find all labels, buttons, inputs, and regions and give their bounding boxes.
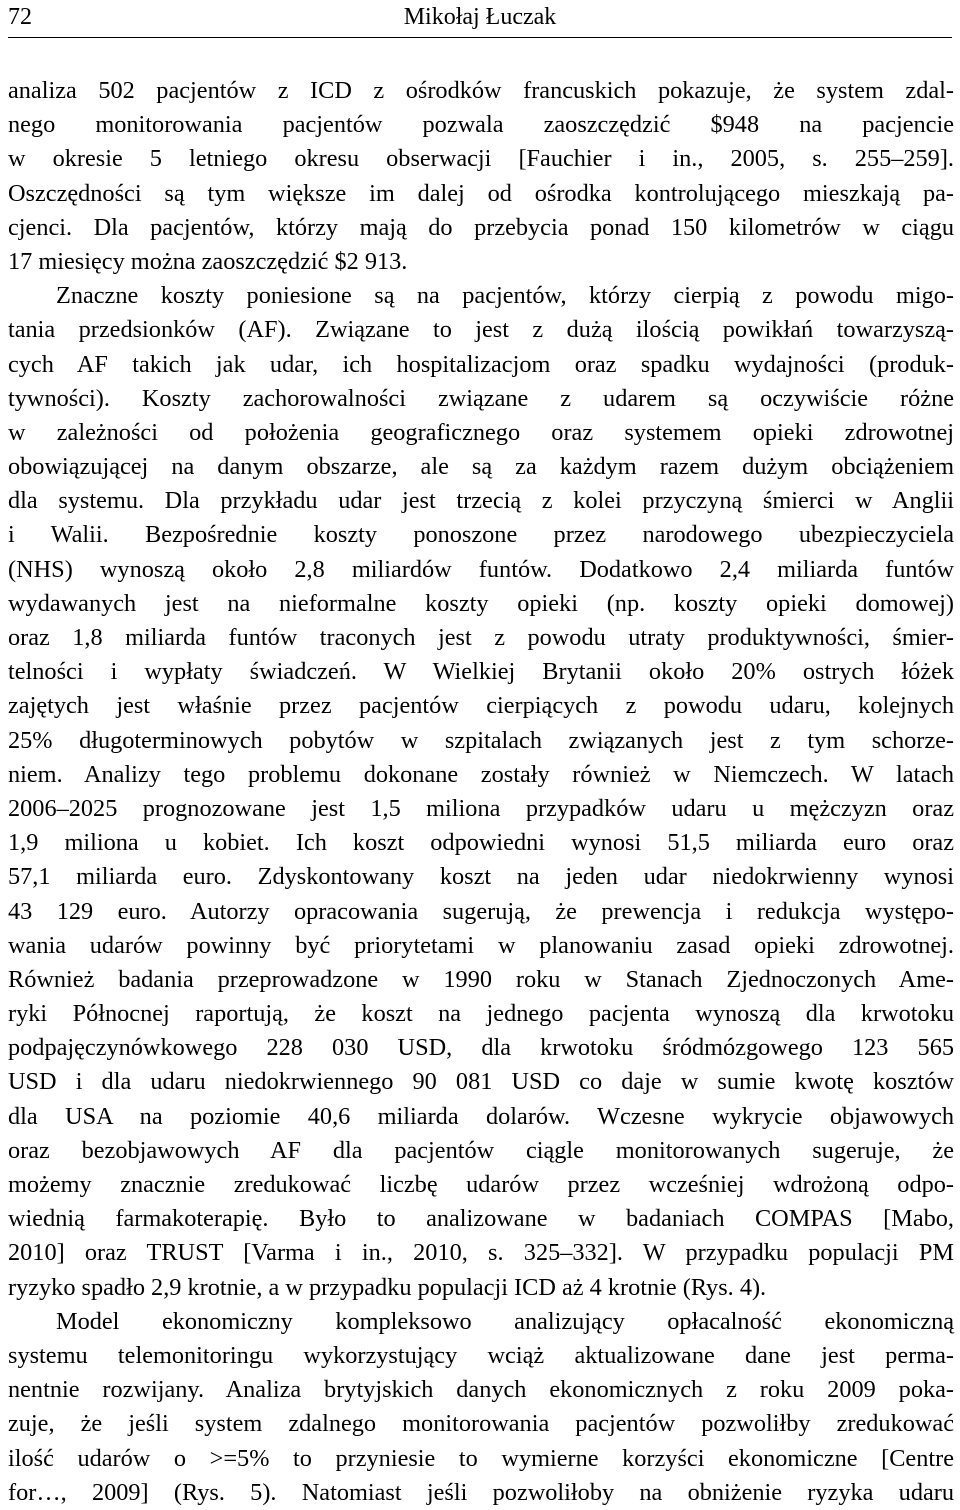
text-line: Oszczędności są tym większe im dalej od ośrodka kontrolującego mieszkają pa- [8,179,954,207]
text-line: oraz 1,8 miliarda funtów traconych jest z powodu utraty produktywności, śmier- [8,624,954,651]
text-line: systemu telemonitoringu wykorzystujący wciąż aktualizowane dane jest perma- [8,1341,954,1369]
text-line: zajętych jest właśnie przez pacjentów cierpiących z powodu udaru, kolejnych [8,692,954,720]
running-header [8,2,952,32]
paragraph [8,279,954,1305]
header-rule [8,37,952,38]
text-line: tania przedsionków (AF). Związane to jest z dużą ilością powikłań towarzyszą- [8,316,954,344]
text-line: możemy znacznie zredukować liczbę udarów przez wcześniej wdrożoną odpo- [8,1171,954,1198]
text-line: niem. Analizy tego problemu dokonane zostały również w Niemczech. W latach [8,760,954,788]
text-line: ilość udarów o >=5% to przyniesie to wymierne korzyści ekonomiczne [Centre [8,1444,954,1472]
text-line: wiednią farmakoterapię. Było to analizowane w badaniach COMPAS [Mabo, [8,1205,954,1233]
text-line: 2006–2025 prognozowane jest 1,5 miliona przypadków udaru u mężczyzn oraz [8,794,954,822]
text-line: ryzyko spadło 2,9 krotnie, a w przypadku populacji ICD aż 4 krotnie (Rys. 4). [8,1273,767,1301]
text-line: USD i dla udaru niedokrwiennego 90 081 USD co daje w sumie kwotę kosztów [8,1068,954,1096]
text-line: telności i wypłaty świadczeń. W Wielkiej Brytanii około 20% ostrych łóżek [8,658,954,686]
text-line: oraz bezobjawowych AF dla pacjentów ciągle monitorowanych sugeruje, że [8,1136,954,1164]
text-line: ryki Północnej raportują, że koszt na jednego pacjenta wynoszą dla krwotoku [8,1000,954,1028]
text-line: podpajęczynówkowego 228 030 USD, dla krwotoku śródmózgowego 123 565 [8,1034,954,1062]
text-line: analiza 502 pacjentów z ICD z ośrodków francuskich pokazuje, że system zdal- [8,77,954,104]
text-line: 1,9 miliona u kobiet. Ich koszt odpowiedni wynosi 51,5 miliarda euro oraz [8,829,954,857]
body-text [8,74,954,1510]
text-line: 43 129 euro. Autorzy opracowania sugerują, że prewencja i redukcja występo- [8,897,954,925]
text-line: obowiązującej na danym obszarze, ale są za każdym razem dużym obciążeniem [8,453,954,481]
text-line: dla USA na poziomie 40,6 miliarda dolarów. Wczesne wykrycie objawowych [8,1102,954,1130]
text-line: 25% długoterminowych pobytów w szpitalach związanych jest z tym schorze- [8,726,954,754]
text-line: dla systemu. Dla przykładu udar jest trzecią z kolei przyczyną śmierci w Anglii [8,487,954,515]
text-line: Znaczne koszty poniesione są na pacjentów, którzy cierpią z powodu migo- [56,282,954,310]
text-line: Model ekonomiczny kompleksowo analizujący opłacalność ekonomiczną [56,1307,954,1335]
text-line: wania udarów powinny być priorytetami w planowaniu zasad opieki zdrowotnej. [8,931,954,959]
text-line: Również badania przeprowadzone w 1990 roku w Stanach Zjednoczonych Ame- [8,965,954,993]
page-number: 72 [8,4,32,30]
text-line: nentnie rozwijany. Analiza brytyjskich danych ekonomicznych z roku 2009 poka- [8,1376,954,1404]
author-name: Mikołaj Łuczak [403,4,557,30]
text-line: w zależności od położenia geograficznego oraz systemem opieki zdrowotnej [8,418,954,446]
text-line: cych AF takich jak udar, ich hospitalizacjom oraz spadku wydajności (produk- [8,350,954,378]
text-line: 57,1 miliarda euro. Zdyskontowany koszt na jeden udar niedokrwienny wynosi [8,863,954,891]
paragraph [8,1305,954,1510]
text-line: nego monitorowania pacjentów pozwala zaoszczędzić $948 na pacjencie [8,111,954,139]
text-line: for…, 2009] (Rys. 5). Natomiast jeśli pozwoliłoby na obniżenie ryzyka udaru [8,1478,954,1506]
text-line: w okresie 5 letniego okresu obserwacji [Fauchier i in., 2005, s. 255–259]. [8,145,954,173]
text-line: wydawanych jest na nieformalne koszty opieki (np. koszty opieki domowej) [8,589,954,617]
text-line: (NHS) wynoszą około 2,8 miliardów funtów. Dodatkowo 2,4 miliarda funtów [8,555,954,583]
text-line: cjenci. Dla pacjentów, którzy mają do przebycia ponad 150 kilometrów w ciągu [8,213,954,241]
text-line: 17 miesięcy można zaoszczędzić $2 913. [8,247,408,275]
paragraph [8,74,954,279]
text-line: 2010] oraz TRUST [Varma i in., 2010, s. 325–332]. W przypadku populacji PM [8,1239,954,1267]
text-line: zuje, że jeśli system zdalnego monitorowania pacjentów pozwoliłby zredukować [8,1410,954,1438]
text-line: i Walii. Bezpośrednie koszty ponoszone przez narodowego ubezpieczyciela [8,521,954,549]
text-line: tywności). Koszty zachorowalności związane z udarem są oczywiście różne [8,384,954,412]
